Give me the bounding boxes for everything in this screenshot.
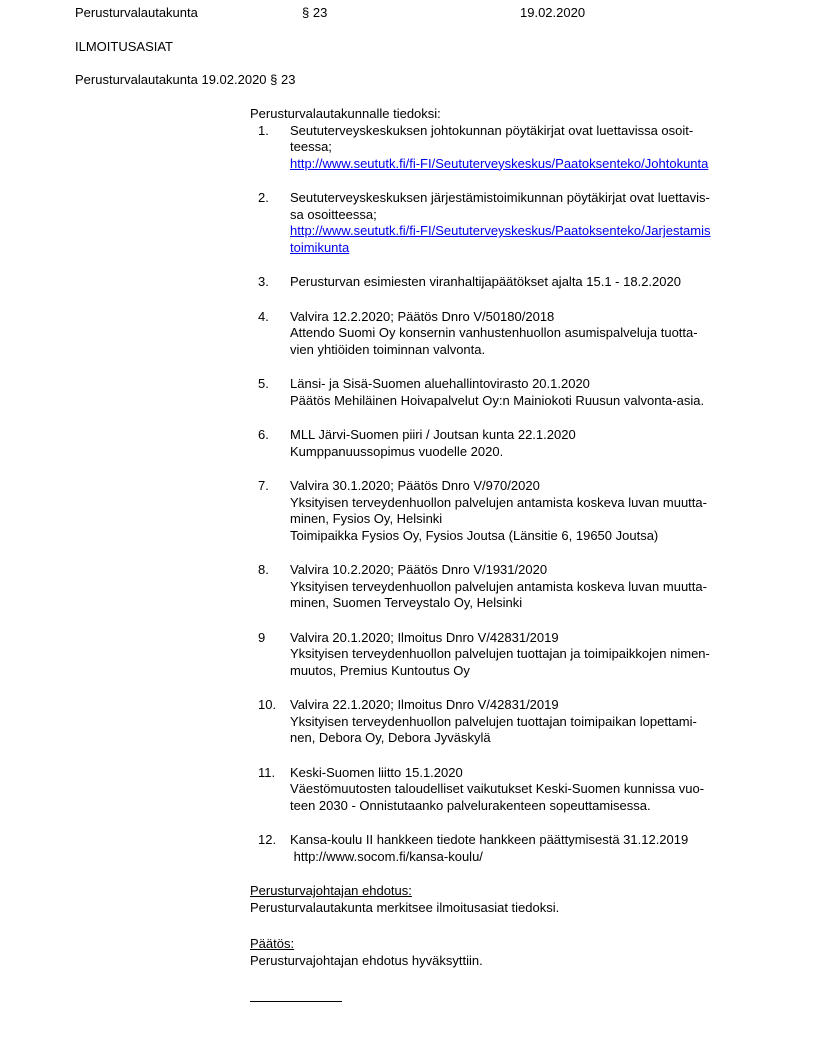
item-text-line: Seututerveyskeskuksen johtokunnan pöytäkirjat ovat luettavissa osoit- xyxy=(290,122,694,138)
item-lines xyxy=(290,562,790,612)
item-lines xyxy=(290,274,790,291)
item-lines xyxy=(290,376,790,409)
item-lines xyxy=(290,123,790,173)
item-text-line: Yksityisen terveydenhuollon palvelujen tuottajan toimipaikan lopettami- xyxy=(290,713,697,729)
item-text-line: MLL Järvi-Suomen piiri / Joutsan kunta 22.1.2020 xyxy=(290,427,576,442)
item-text-line: Länsi- ja Sisä-Suomen aluehallintovirasto 20.1.2020 xyxy=(290,376,590,391)
proposal-heading: Perusturvajohtajan ehdotus: xyxy=(250,883,412,898)
item-number: 11. xyxy=(258,764,276,780)
list-item xyxy=(250,630,790,680)
item-text-line: Valvira 22.1.2020; Ilmoitus Dnro V/42831/2019 xyxy=(290,697,559,712)
decision-section xyxy=(250,936,790,969)
signature-line xyxy=(250,1001,342,1002)
item-text-line: http://www.socom.fi/kansa-koulu/ xyxy=(290,848,483,864)
decision-body: Perusturvajohtajan ehdotus hyväksyttiin. xyxy=(250,952,483,968)
item-text-line: Yksityisen terveydenhuollon palvelujen tuottajan ja toimipaikkojen nimen- xyxy=(290,646,710,661)
item-number: 9 xyxy=(258,629,266,645)
item-text-line: Perusturvan esimiesten viranhaltijapäätökset ajalta 15.1 - 18.2.2020 xyxy=(290,274,681,289)
item-number: 3. xyxy=(258,274,269,289)
item-number: 4. xyxy=(258,308,269,324)
item-text-line: Kumppanuussopimus vuodelle 2020. xyxy=(290,443,504,459)
item-text-line: teen 2030 - Onnistutaanko palvelurakenteen sopeuttamisessa. xyxy=(290,797,651,813)
item-text-line: Väestömuutosten taloudelliset vaikutukset Keski-Suomen kunnissa vuo- xyxy=(290,781,705,796)
item-text-line: sa osoitteessa; xyxy=(290,206,377,222)
item-lines xyxy=(290,630,790,680)
list-item xyxy=(250,765,790,815)
item-number: 6. xyxy=(258,427,269,442)
item-lines xyxy=(290,478,790,544)
list-item xyxy=(250,190,790,256)
list-item xyxy=(250,376,790,409)
item-text-line: Päätös Mehiläinen Hoivapalvelut Oy:n Mainiokoti Ruusun valvonta-asia. xyxy=(290,392,705,408)
item-text-line: Valvira 30.1.2020; Päätös Dnro V/970/2020 xyxy=(290,478,540,493)
content-block xyxy=(250,106,790,1002)
item-text-line: Attendo Suomi Oy konsernin vanhustenhuollon asumispalveluja tuotta- xyxy=(290,325,698,340)
item-text-line: muutos, Premius Kuntoutus Oy xyxy=(290,662,470,678)
item-number: 8. xyxy=(258,562,269,577)
item-text-line: Seututerveyskeskuksen järjestämistoimikunnan pöytäkirjat ovat luettavis- xyxy=(290,190,710,205)
item-hyperlink[interactable]: toimikunta xyxy=(290,239,350,255)
item-hyperlink[interactable]: http://www.seututk.fi/fi-FI/Seututerveyskeskus/Paatoksenteko/Johtokunta xyxy=(290,155,709,171)
item-lines xyxy=(290,427,790,460)
header-section-number: § 23 xyxy=(302,5,328,20)
item-lines xyxy=(290,832,790,865)
list-item xyxy=(250,274,790,291)
item-number: 10. xyxy=(258,697,277,712)
item-number: 7. xyxy=(258,478,269,493)
item-text-line: Valvira 12.2.2020; Päätös Dnro V/50180/2018 xyxy=(290,308,555,324)
item-text-line: Kansa-koulu II hankkeen tiedote hankkeen päättymisestä 31.12.2019 xyxy=(290,832,689,847)
item-text-line: Yksityisen terveydenhuollon palvelujen antamista koskeva luvan muutta- xyxy=(290,578,707,594)
item-number: 2. xyxy=(258,190,269,205)
document-title: ILMOITUSASIAT xyxy=(75,39,173,54)
list-item xyxy=(250,478,790,544)
item-number: 1. xyxy=(258,122,269,138)
list-item xyxy=(250,562,790,612)
item-text-line: nen, Debora Oy, Debora Jyväskylä xyxy=(290,730,491,745)
decision-heading: Päätös: xyxy=(250,936,295,951)
item-text-line: vien yhtiöiden toiminnan valvonta. xyxy=(290,341,486,357)
item-lines xyxy=(290,309,790,359)
header-date: 19.02.2020 xyxy=(520,5,586,20)
item-text-line: Yksityisen terveydenhuollon palvelujen antamista koskeva luvan muutta- xyxy=(290,494,707,510)
list-item xyxy=(250,832,790,865)
list-item xyxy=(250,123,790,173)
item-lines xyxy=(290,190,790,256)
list-item xyxy=(250,697,790,747)
header-committee: Perusturvalautakunta xyxy=(75,5,198,20)
item-lines xyxy=(290,765,790,815)
item-lines xyxy=(290,697,790,747)
item-text-line: Valvira 10.2.2020; Päätös Dnro V/1931/2020 xyxy=(290,562,548,577)
item-text-line: Valvira 20.1.2020; Ilmoitus Dnro V/42831/2019 xyxy=(290,629,559,645)
item-number: 12. xyxy=(258,832,277,847)
notice-list xyxy=(250,123,790,866)
proposal-section xyxy=(250,883,790,916)
item-number: 5. xyxy=(258,376,269,391)
meeting-reference: Perusturvalautakunta 19.02.2020 § 23 xyxy=(75,72,296,87)
item-text-line: teessa; xyxy=(290,139,332,154)
proposal-body: Perusturvalautakunta merkitsee ilmoitusasiat tiedoksi. xyxy=(250,899,560,915)
intro-line: Perusturvalautakunnalle tiedoksi: xyxy=(250,106,441,121)
item-text-line: Toimipaikka Fysios Oy, Fysios Joutsa (Länsitie 6, 19650 Joutsa) xyxy=(290,527,659,543)
item-hyperlink[interactable]: http://www.seututk.fi/fi-FI/Seututerveyskeskus/Paatoksenteko/Jarjestamis xyxy=(290,223,711,238)
item-text-line: Keski-Suomen liitto 15.1.2020 xyxy=(290,764,463,780)
list-item xyxy=(250,427,790,460)
list-item xyxy=(250,309,790,359)
item-text-line: minen, Fysios Oy, Helsinki xyxy=(290,511,443,526)
item-text-line: minen, Suomen Terveystalo Oy, Helsinki xyxy=(290,595,523,610)
